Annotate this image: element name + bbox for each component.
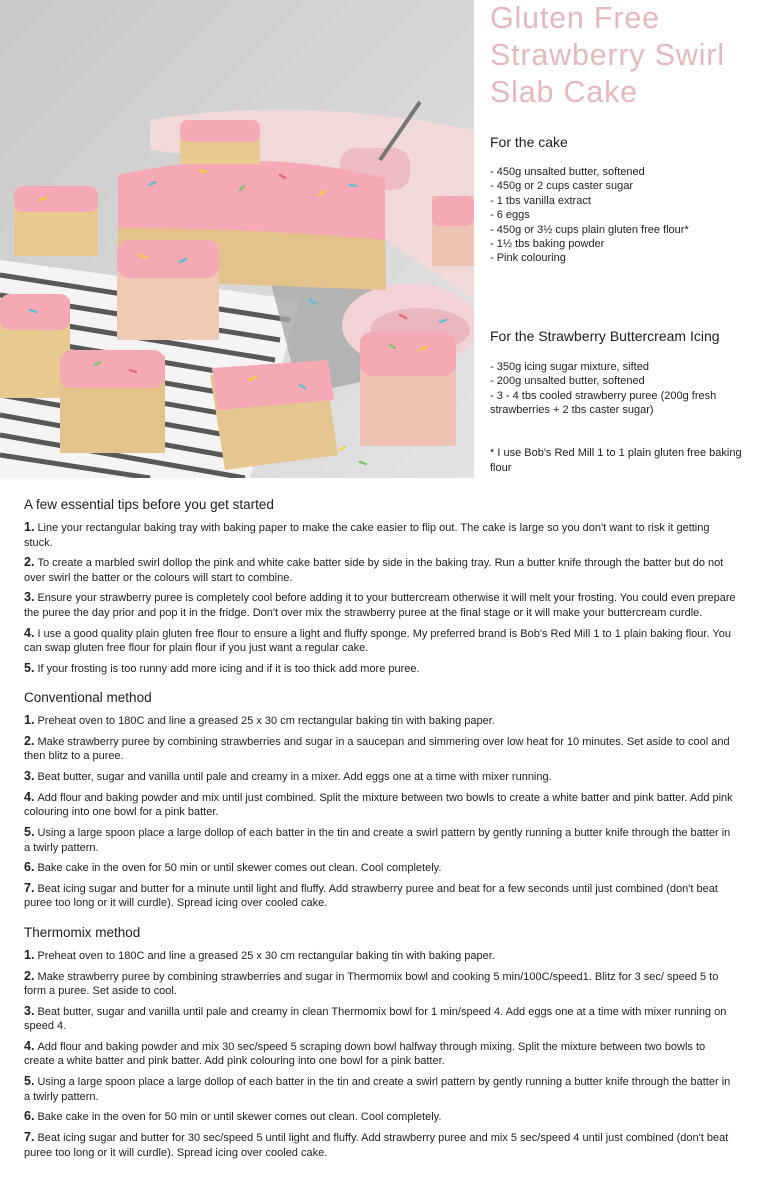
tips-list	[24, 520, 736, 676]
tips-heading: A few essential tips before you get started	[24, 497, 274, 512]
conventional-section	[24, 689, 736, 911]
cake-square	[180, 120, 260, 164]
step-text: Beat butter, sugar and vanilla until pale and creamy in a mixer. Add eggs one at a time with mixer running.	[37, 771, 552, 784]
step-number: 6.	[24, 860, 35, 875]
ingredient-item: - 350g icing sugar mixture, sifted	[490, 361, 649, 373]
step-item	[24, 1039, 736, 1069]
ingredient-item: - 450g unsalted butter, softened	[490, 166, 645, 178]
step-text: Bake cake in the oven for 50 min or until skewer comes out clean. Cool completely.	[37, 862, 442, 875]
step-text: Using a large spoon place a large dollop of each batter in the tin and create a swirl pattern by gently running a butter knife through the batter in a twirly pattern.	[24, 1076, 731, 1103]
step-number: 5.	[24, 660, 35, 675]
icing-ingredients-list	[490, 360, 752, 418]
step-text: Beat icing sugar and butter for a minute until light and fluffy. Add strawberry puree and beat for a few seconds until just combined (don't beat puree too long or it will curdle). Spread icing over cooled cake.	[24, 882, 718, 910]
cake-square	[432, 196, 474, 266]
step-text: I use a good quality plain gluten free flour to ensure a light and fluffy sponge. My preferred brand is Bob's Red Mill 1 to 1 plain baking flour. You can swap gluten free flour for plain flour if you just want a regular cake.	[24, 627, 731, 655]
step-number: 3.	[24, 769, 35, 784]
cake-square	[117, 240, 219, 340]
step-item	[24, 590, 736, 620]
step-text: Beat butter, sugar and vanilla until pale and creamy in clean Thermomix bowl for 1 min/speed 4. Add eggs one at a time with mixer running on speed 4.	[24, 1005, 727, 1033]
step-item	[24, 1130, 736, 1160]
step-text: If your frosting is too runny add more icing and if it is too thick add more puree.	[37, 662, 420, 675]
step-number: 3.	[24, 590, 35, 605]
step-number: 3.	[24, 1003, 35, 1018]
step-number: 1.	[24, 520, 35, 534]
step-item	[24, 1109, 736, 1125]
recipe-title	[490, 0, 752, 111]
cake-square	[0, 294, 70, 398]
step-item	[24, 734, 736, 764]
step-number: 2.	[24, 968, 35, 983]
step-number: 4.	[24, 789, 35, 804]
ingredient-item: - 1½ tbs baking powder	[490, 238, 605, 251]
thermomix-list	[24, 948, 736, 1160]
cake-square	[60, 350, 165, 453]
step-number: 1.	[24, 947, 35, 962]
step-item	[24, 969, 736, 999]
step-number: 7.	[24, 1130, 35, 1144]
ingredient-item: - 450g or 3½ cups plain gluten free flour*	[490, 223, 689, 236]
cake-ingredients-list	[490, 165, 752, 266]
step-text: Line your rectangular baking tray with baking paper to make the cake easier to flip out. The cake is large so you don't want to risk it getting stuck.	[24, 522, 710, 549]
step-text: Ensure your strawberry puree is completely cool before adding it to your buttercream otherwise it will melt your frosting. You could even prepare the puree the day prior and pop it in the fridge. Don't over mix the strawberry puree at the final stage or it will make your buttercream curdle.	[24, 592, 736, 619]
step-text: Make strawberry puree by combining strawberries and sugar in Thermomix bowl and cooking 5 min/100C/speed1. Blitz for 3 sec/ speed 5 to form a puree. Set aside to cool.	[24, 970, 719, 998]
step-number: 5.	[24, 1074, 35, 1089]
conventional-list	[24, 713, 736, 911]
step-item	[24, 555, 736, 585]
step-text: To create a marbled swirl dollop the pink and white cake batter side by side in the baking tray. Run a butter knife through the batter but do not over swirl the batter or the colours will start to combine.	[24, 557, 724, 584]
step-text: Bake cake in the oven for 50 min or until skewer comes out clean. Cool completely.	[37, 1111, 442, 1124]
cake-photo	[0, 0, 474, 478]
cake-square	[210, 360, 338, 470]
step-item	[24, 1074, 736, 1104]
step-number: 2.	[24, 555, 35, 570]
step-item	[24, 948, 736, 964]
ingredient-item: - 450g or 2 cups caster sugar	[490, 180, 634, 193]
title-line: Strawberry Swirl	[490, 38, 725, 72]
ingredient-item: - Pink colouring	[490, 252, 566, 265]
step-item	[24, 860, 736, 876]
recipe-header	[490, 0, 752, 474]
step-item	[24, 520, 736, 550]
step-text: Preheat oven to 180C and line a greased 25 x 30 cm rectangular baking tin with baking paper.	[37, 715, 495, 728]
step-item	[24, 881, 736, 911]
step-item	[24, 825, 736, 855]
cake-square	[360, 332, 456, 446]
step-item	[24, 626, 736, 656]
title-line: Gluten Free	[490, 1, 660, 35]
step-number: 4.	[24, 625, 35, 640]
step-number: 4.	[24, 1038, 35, 1053]
step-text: Add flour and baking powder and mix until just combined. Split the mixture between two bowls to create a white batter and pink batter. Add pink colouring into one bowl for a pink batter.	[24, 791, 733, 819]
step-number: 7.	[24, 880, 35, 895]
step-item	[24, 713, 736, 729]
ingredient-item: - 6 eggs	[490, 209, 530, 222]
cake-ingredients-heading: For the cake	[490, 134, 568, 150]
recipe-body	[24, 496, 736, 1173]
thermomix-heading: Thermomix method	[24, 924, 141, 940]
step-item	[24, 661, 736, 677]
step-item	[24, 1004, 736, 1034]
tips-section	[24, 496, 736, 676]
conventional-heading: Conventional method	[24, 690, 152, 706]
step-number: 1.	[24, 713, 35, 728]
step-item	[24, 790, 736, 820]
ingredient-item: - 200g unsalted butter, softened	[490, 375, 645, 388]
cake-illustration	[0, 0, 474, 478]
ingredient-item: - 1 tbs vanilla extract	[490, 194, 591, 207]
step-number: 5.	[24, 825, 35, 839]
cake-square	[14, 186, 98, 256]
step-text: Add flour and baking powder and mix 30 sec/speed 5 scraping down bowl halfway through mixing. Split the mixture between two bowls to create a white batter and pink batter. Add pink colouring into one bowl for a pink batter.	[24, 1040, 706, 1068]
flour-footnote: * I use Bob's Red Mill 1 to 1 plain gluten free baking flour	[490, 447, 742, 474]
thermomix-section	[24, 924, 736, 1160]
step-text: Using a large spoon place a large dollop of each batter in the tin and create a swirl pattern by gently running a butter knife through the batter in a twirly pattern.	[24, 827, 731, 854]
icing-ingredients-heading: For the Strawberry Buttercream Icing	[490, 328, 720, 344]
step-number: 2.	[24, 733, 35, 748]
step-item	[24, 769, 736, 785]
title-line: Slab Cake	[490, 75, 638, 109]
step-text: Make strawberry puree by combining strawberries and sugar in a saucepan and simmering over low heat for 10 minutes. Set aside to cool and then blitz to a puree.	[24, 735, 730, 763]
step-text: Preheat oven to 180C and line a greased 25 x 30 cm rectangular baking tin with baking paper.	[37, 949, 495, 962]
step-text: Beat icing sugar and butter for 30 sec/speed 5 until light and fluffy. Add strawberry puree and mix 5 sec/speed 4 until just combined (don't beat puree too long or it will curdle). Spread icing over cooled cake.	[24, 1132, 729, 1159]
step-number: 6.	[24, 1109, 35, 1124]
ingredient-item: - 3 - 4 tbs cooled strawberry puree (200g fresh strawberries + 2 tbs caster sugar)	[490, 389, 717, 417]
